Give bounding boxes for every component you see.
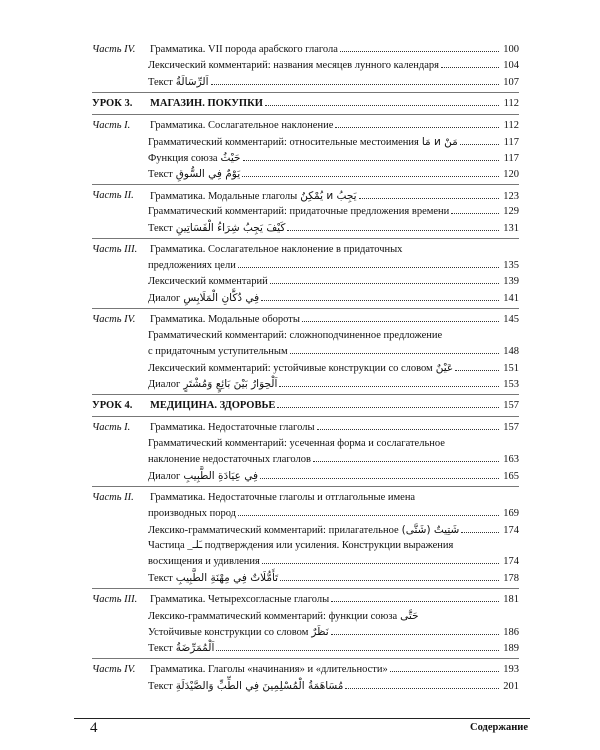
- toc-row: [0, 312, 600, 328]
- entry-title: Текст: [148, 643, 173, 654]
- page-ref: 157: [503, 400, 519, 411]
- toc-row: [0, 538, 600, 554]
- entry-title: Устойчивые конструкции со словом: [148, 627, 309, 638]
- arabic-term: فِي عِيَادَةِ الطَّبِيبِ: [183, 470, 258, 482]
- page-ref: 139: [503, 276, 519, 287]
- toc-row: [0, 624, 600, 640]
- toc-row: [0, 376, 600, 392]
- page-ref: 157: [503, 422, 519, 433]
- toc-chapter-row: [0, 96, 600, 112]
- toc-row: [0, 166, 600, 182]
- page-ref: 186: [503, 627, 519, 638]
- dot-leader: [441, 67, 499, 68]
- entry-title: Грамматический комментарий: усеченная форма и сослагательное: [148, 438, 445, 449]
- page-ref: 135: [503, 260, 519, 271]
- page-ref: 153: [503, 379, 519, 390]
- entry-title: Лексико-грамматический комментарий: функции союза: [148, 611, 398, 622]
- entry-title: Грамматика. Модальные глаголы: [150, 191, 298, 202]
- entry-title: Грамматика. Недостаточные глаголы: [150, 422, 315, 433]
- page-ref: 117: [503, 137, 519, 148]
- page-ref: 174: [503, 525, 519, 536]
- footer-rule: [74, 718, 530, 719]
- dot-leader: [290, 353, 499, 354]
- dot-leader: [359, 198, 499, 199]
- entry-title: Диалог: [148, 471, 181, 482]
- page-ref: 189: [503, 643, 519, 654]
- toc-row: [0, 74, 600, 90]
- entry-title: Текст: [148, 169, 173, 180]
- entry-title: Лексический комментарий: названия месяцев лунного календаря: [148, 60, 439, 71]
- dot-leader: [265, 105, 499, 106]
- lesson-title: МЕДИЦИНА. ЗДОРОВЬЕ: [150, 400, 276, 411]
- entry-title: Текст: [148, 223, 173, 234]
- arabic-term: حَتَّى: [400, 610, 419, 622]
- page-ref: 141: [503, 293, 519, 304]
- arabic-term: اَلْحِوَارُ بَيْنَ بَائِعٍ وَمُشْتَرٍ: [183, 378, 278, 390]
- toc-row: [0, 592, 600, 608]
- toc-row: [0, 360, 600, 376]
- part-label: Часть II.: [92, 190, 134, 201]
- page-ref: 112: [503, 120, 519, 131]
- toc-row: [0, 640, 600, 656]
- lesson-title: МАГАЗИН. ПОКУПКИ: [150, 98, 263, 109]
- toc-row: [0, 118, 600, 134]
- page-ref: 165: [503, 471, 519, 482]
- arabic-term: مُسَاهَمَةُ الْمُسْلِمِينَ فِي الطِّبِّ وَالصَّيْدَلَةِ: [175, 680, 344, 692]
- toc-row: [0, 204, 600, 220]
- section-divider: [92, 238, 519, 239]
- entry-title: Грамматический комментарий: сложноподчиненное предложение: [148, 330, 443, 341]
- dot-leader: [238, 515, 499, 516]
- lesson-number: УРОК 4.: [92, 400, 133, 411]
- toc-row: [0, 506, 600, 522]
- page-ref: 131: [503, 223, 519, 234]
- page-ref: 163: [503, 454, 519, 465]
- part-label: Часть III.: [92, 594, 138, 605]
- dot-leader: [302, 321, 499, 322]
- arabic-term: نَظَرٌ: [311, 626, 329, 638]
- dot-leader: [270, 283, 499, 284]
- page-ref: 100: [503, 44, 519, 55]
- dot-leader: [211, 84, 499, 85]
- page-ref: 104: [503, 60, 519, 71]
- dot-leader: [345, 688, 499, 689]
- page-ref: 145: [503, 314, 519, 325]
- part-label: Часть IV.: [92, 314, 136, 325]
- dot-leader: [335, 127, 499, 128]
- arabic-term: اَلرِّسَالَةُ: [175, 76, 209, 88]
- toc-row: [0, 328, 600, 344]
- arabic-term: يَوْمٌ فِي السُّوقِ: [175, 168, 241, 180]
- toc-row: [0, 452, 600, 468]
- entry-title: Лексический комментарий: [148, 276, 268, 287]
- entry-title: Грамматический комментарий: относительные местоимения: [148, 137, 419, 148]
- entry-title: Диалог: [148, 379, 181, 390]
- arabic-term: شَتِيتٌ (شَتَّى): [401, 524, 460, 536]
- page-ref: 123: [503, 191, 519, 202]
- toc-row: [0, 490, 600, 506]
- entry-title: с придаточным уступительным: [148, 346, 288, 357]
- arabic-term: فِي دُكَّانِ الْمَلَابِسِ: [183, 292, 260, 304]
- toc-chapter-row: [0, 398, 600, 414]
- dot-leader: [461, 532, 499, 533]
- toc-row: [0, 58, 600, 74]
- dot-leader: [455, 370, 499, 371]
- part-label: Часть I.: [92, 422, 131, 433]
- dot-leader: [242, 176, 499, 177]
- dot-leader: [216, 650, 499, 651]
- entry-title: Грамматический комментарий: придаточные предложения времени: [148, 206, 450, 217]
- dot-leader: [451, 213, 499, 214]
- entry-title: Текст: [148, 573, 173, 584]
- entry-title: Грамматика. Сослагательное наклонение: [150, 120, 334, 131]
- page-ref: 151: [503, 363, 519, 374]
- section-divider: [92, 588, 519, 589]
- toc-row: [0, 468, 600, 484]
- entry-title: предложениях цели: [148, 260, 236, 271]
- lesson-number: УРОК 3.: [92, 98, 133, 109]
- toc-row: [0, 188, 600, 204]
- page-number: 4: [90, 720, 98, 736]
- page-ref: 193: [503, 664, 519, 675]
- entry-title: Текст: [148, 681, 173, 692]
- toc-row: [0, 570, 600, 586]
- dot-leader: [280, 580, 499, 581]
- dot-leader: [279, 386, 499, 387]
- dot-leader: [460, 144, 499, 145]
- toc-row: [0, 608, 600, 624]
- entry-title: Грамматика. Сослагательное наклонение в придаточных: [150, 244, 403, 255]
- entry-title: Текст: [148, 77, 173, 88]
- part-label: Часть IV.: [92, 44, 136, 55]
- section-divider: [92, 486, 519, 487]
- toc-row: [0, 134, 600, 150]
- section-divider: [92, 114, 519, 115]
- arabic-term: اَلْمُمَرِّضَةُ: [175, 642, 215, 654]
- arabic-term: يَجِبُ и يُمْكِنُ: [300, 190, 357, 202]
- part-label: Часть IV.: [92, 664, 136, 675]
- entry-title: восхищения и удивления: [148, 556, 260, 567]
- toc-row: [0, 678, 600, 694]
- entry-title: Грамматика. Глаголы «начинания» и «длительности»: [150, 664, 388, 675]
- page-ref: 107: [503, 77, 519, 88]
- page-ref: 174: [503, 556, 519, 567]
- dot-leader: [260, 478, 499, 479]
- page-ref: 112: [503, 98, 519, 109]
- toc-row: [0, 420, 600, 436]
- dot-leader: [262, 563, 499, 564]
- part-label: Часть I.: [92, 120, 131, 131]
- page-ref: 129: [503, 206, 519, 217]
- section-divider: [92, 308, 519, 309]
- toc-row: [0, 242, 600, 258]
- part-label: Часть II.: [92, 492, 134, 503]
- page-ref: 201: [503, 681, 519, 692]
- arabic-term: حَيْثُ: [220, 152, 241, 164]
- running-title: Содержание: [470, 722, 528, 733]
- toc-row: [0, 522, 600, 538]
- dot-leader: [238, 267, 499, 268]
- section-divider: [92, 92, 519, 93]
- page-ref: 181: [503, 594, 519, 605]
- page-ref: 178: [503, 573, 519, 584]
- toc-row: [0, 150, 600, 166]
- toc-row: [0, 344, 600, 360]
- page-ref: 120: [503, 169, 519, 180]
- dot-leader: [243, 160, 499, 161]
- dot-leader: [287, 230, 499, 231]
- dot-leader: [390, 671, 499, 672]
- toc-row: [0, 554, 600, 570]
- page-ref: 169: [503, 508, 519, 519]
- entry-title: Функция союза: [148, 153, 218, 164]
- toc-row: [0, 274, 600, 290]
- entry-title: Грамматика. Четырехсогласные глаголы: [150, 594, 330, 605]
- entry-title: Грамматика. Недостаточные глаголы и отглагольные имена: [150, 492, 416, 503]
- entry-title: производных пород: [148, 508, 237, 519]
- toc-row: [0, 290, 600, 306]
- section-divider: [92, 184, 519, 185]
- entry-title: наклонение недостаточных глаголов: [148, 454, 311, 465]
- page-ref: 148: [503, 346, 519, 357]
- toc-row: [0, 436, 600, 452]
- section-divider: [92, 394, 519, 395]
- part-label: Часть III.: [92, 244, 138, 255]
- dot-leader: [313, 461, 499, 462]
- toc-row: [0, 220, 600, 236]
- dot-leader: [331, 601, 499, 602]
- toc-row: [0, 662, 600, 678]
- entry-title: Диалог: [148, 293, 181, 304]
- page-ref: 117: [503, 153, 519, 164]
- arabic-term: كَيْفَ يَجِبُ شِرَاءُ الْفَسَاتِينِ: [175, 222, 286, 234]
- entry-title: Частица _ـَلـ подтверждения или усиления. Конструкции выражения: [148, 540, 454, 551]
- entry-title: Грамматика. VII порода арабского глагола: [150, 44, 338, 55]
- entry-title: Лексико-грамматический комментарий: прилагательное: [148, 525, 399, 536]
- section-divider: [92, 416, 519, 417]
- arabic-term: عَيْنٌ: [435, 362, 454, 374]
- dot-leader: [340, 51, 499, 52]
- entry-title: Лексический комментарий: устойчивые конструкции со словом: [148, 363, 433, 374]
- entry-title: Грамматика. Модальные обороты: [150, 314, 300, 325]
- arabic-term: تَأَمُّلَاتٌ فِي مِهْنَةِ الطَّبِيبِ: [175, 572, 279, 584]
- dot-leader: [317, 429, 499, 430]
- arabic-term: مَنْ и مَا: [421, 136, 458, 148]
- toc-row: [0, 42, 600, 58]
- dot-leader: [277, 407, 499, 408]
- toc-row: [0, 258, 600, 274]
- dot-leader: [261, 300, 499, 301]
- section-divider: [92, 658, 519, 659]
- dot-leader: [331, 634, 499, 635]
